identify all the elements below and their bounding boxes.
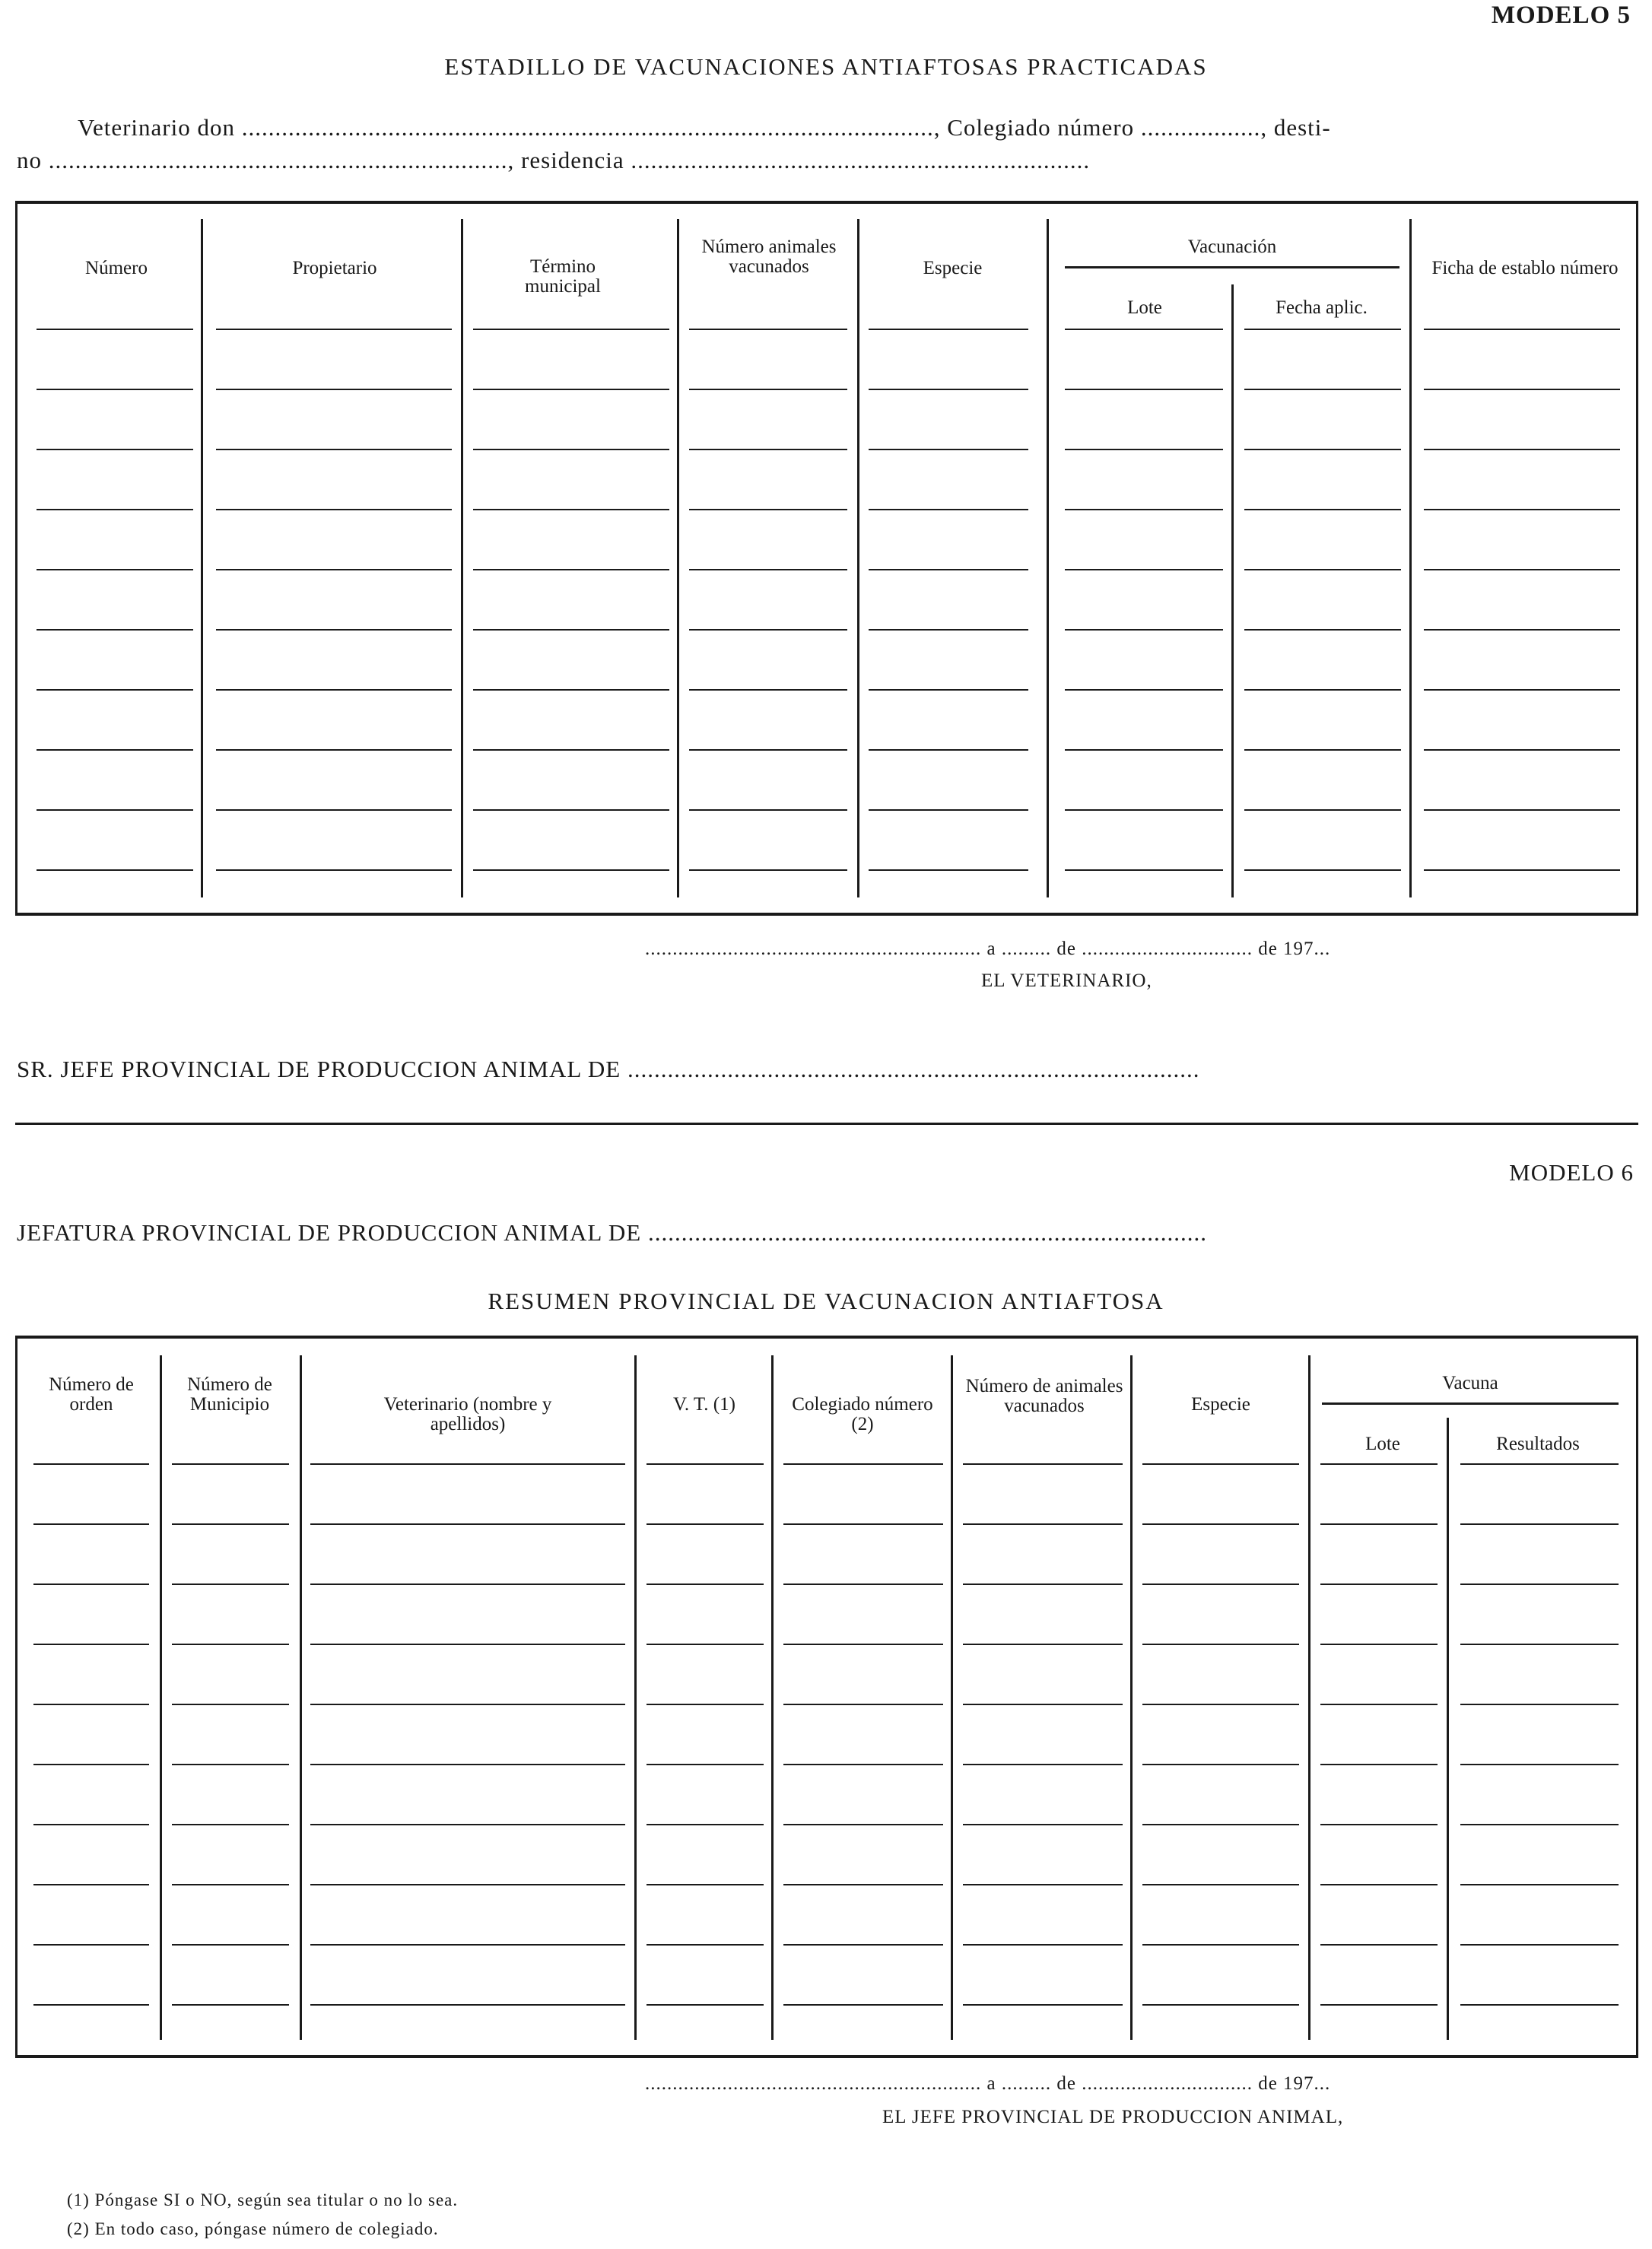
blank-entry-line (1460, 1824, 1619, 1825)
blank-entry-line (689, 869, 847, 871)
blank-entry-line (310, 1944, 625, 1946)
blank-entry-line (963, 1944, 1123, 1946)
header-num-animales: Número de animales vacunados (965, 1376, 1123, 1416)
blank-entry-line (1244, 809, 1401, 811)
col-separator (1308, 1355, 1310, 2040)
blank-entry-line (37, 329, 193, 330)
blank-entry-line (1460, 1463, 1619, 1465)
col-separator (201, 219, 203, 897)
blank-entry-line (1142, 1463, 1299, 1465)
blank-entry-line (1065, 569, 1223, 570)
blank-entry-line (1142, 1584, 1299, 1585)
header-vt: V. T. (1) (673, 1394, 735, 1415)
blank-entry-line (473, 569, 669, 570)
blank-entry-line (1460, 1523, 1619, 1525)
blank-entry-line (216, 869, 452, 871)
blank-entry-line (473, 389, 669, 390)
jefatura-line: JEFATURA PROVINCIAL DE PRODUCCION ANIMAL DE .................................................................................... (17, 1219, 1207, 1246)
blank-entry-line (1320, 1944, 1438, 1946)
col-separator (1231, 284, 1234, 897)
blank-entry-line (1244, 389, 1401, 390)
blank-entry-line (869, 809, 1028, 811)
blank-entry-line (473, 809, 669, 811)
blank-entry-line (963, 1584, 1123, 1585)
blank-entry-line (647, 1824, 764, 1825)
footnote-2: (2) En todo caso, póngase número de colegiado. (67, 2219, 439, 2238)
blank-entry-line (869, 449, 1028, 450)
col-separator (951, 1355, 953, 2040)
blank-entry-line (33, 1704, 149, 1705)
blank-entry-line (689, 389, 847, 390)
header-num-orden: Número de orden (49, 1374, 134, 1415)
blank-entry-line (1065, 509, 1223, 510)
blank-entry-line (783, 1644, 943, 1645)
modelo-5-title: ESTADILLO DE VACUNACIONES ANTIAFTOSAS PRACTICADAS (444, 53, 1208, 80)
blank-entry-line (783, 1824, 943, 1825)
blank-entry-line (647, 1523, 764, 1525)
col-separator (300, 1355, 302, 2040)
section-divider (15, 1123, 1638, 1125)
blank-entry-line (783, 1944, 943, 1946)
blank-entry-line (310, 1463, 625, 1465)
blank-entry-line (963, 1764, 1123, 1765)
blank-entry-line (869, 629, 1028, 631)
blank-entry-line (310, 1584, 625, 1585)
blank-entry-line (689, 749, 847, 751)
blank-entry-line (689, 569, 847, 570)
header-resultados: Resultados (1496, 1434, 1580, 1454)
blank-entry-line (310, 1884, 625, 1885)
header-numero: Número (85, 258, 148, 278)
blank-entry-line (689, 809, 847, 811)
blank-entry-line (1424, 869, 1620, 871)
blank-entry-line (37, 389, 193, 390)
blank-entry-line (37, 449, 193, 450)
blank-entry-line (647, 2004, 764, 2006)
blank-entry-line (869, 329, 1028, 330)
blank-entry-line (1065, 869, 1223, 871)
blank-entry-line (1244, 629, 1401, 631)
blank-entry-line (1460, 1584, 1619, 1585)
blank-entry-line (1320, 1463, 1438, 1465)
blank-entry-line (963, 1463, 1123, 1465)
blank-entry-line (216, 329, 452, 330)
blank-entry-line (37, 689, 193, 691)
blank-entry-line (783, 1463, 943, 1465)
blank-entry-line (963, 1523, 1123, 1525)
blank-entry-line (33, 1944, 149, 1946)
blank-entry-line (1424, 749, 1620, 751)
blank-entry-line (473, 869, 669, 871)
blank-entry-line (689, 449, 847, 450)
blank-entry-line (1424, 329, 1620, 330)
blank-entry-line (1142, 1704, 1299, 1705)
blank-entry-line (310, 1523, 625, 1525)
col-separator (1130, 1355, 1133, 2040)
blank-entry-line (869, 569, 1028, 570)
header-lote: Lote (1365, 1434, 1400, 1454)
blank-entry-line (647, 1584, 764, 1585)
blank-entry-line (1460, 1884, 1619, 1885)
blank-entry-line (869, 389, 1028, 390)
blank-entry-line (783, 1584, 943, 1585)
blank-entry-line (1320, 1884, 1438, 1885)
modelo-5-date-line: ............................................................. a ......... de ............................... de 197... (645, 939, 1331, 959)
blank-entry-line (869, 689, 1028, 691)
header-lote: Lote (1127, 297, 1162, 318)
blank-entry-line (1424, 449, 1620, 450)
blank-entry-line (37, 569, 193, 570)
col-separator (634, 1355, 637, 2040)
header-termino: Término municipal (525, 256, 601, 297)
blank-entry-line (216, 449, 452, 450)
blank-entry-line (783, 1704, 943, 1705)
blank-entry-line (1320, 1704, 1438, 1705)
blank-entry-line (1065, 329, 1223, 330)
blank-entry-line (172, 1704, 289, 1705)
blank-entry-line (1142, 1944, 1299, 1946)
col-separator (160, 1355, 162, 2040)
blank-entry-line (310, 1704, 625, 1705)
blank-entry-line (33, 1523, 149, 1525)
blank-entry-line (1320, 1644, 1438, 1645)
blank-entry-line (689, 329, 847, 330)
footnote-1: (1) Póngase SI o NO, según sea titular o no lo sea. (67, 2190, 459, 2209)
blank-entry-line (1244, 749, 1401, 751)
vacunacion-underline (1065, 266, 1399, 268)
col-separator (857, 219, 859, 897)
blank-entry-line (647, 1944, 764, 1946)
blank-entry-line (33, 1644, 149, 1645)
blank-entry-line (216, 569, 452, 570)
blank-entry-line (1244, 569, 1401, 570)
blank-entry-line (216, 389, 452, 390)
blank-entry-line (1065, 629, 1223, 631)
header-ficha: Ficha de establo número (1431, 258, 1619, 278)
col-separator (461, 219, 463, 897)
veterinario-line: Veterinario don ........................................................................................................, Colegiado número .................., desti- (78, 114, 1331, 141)
col-separator (1447, 1418, 1449, 2040)
blank-entry-line (216, 509, 452, 510)
header-vacuna: Vacuna (1442, 1373, 1498, 1393)
blank-entry-line (1065, 689, 1223, 691)
blank-entry-line (1424, 389, 1620, 390)
blank-entry-line (647, 1884, 764, 1885)
blank-entry-line (963, 1824, 1123, 1825)
blank-entry-line (1142, 1644, 1299, 1645)
blank-entry-line (1244, 689, 1401, 691)
modelo-6-title: RESUMEN PROVINCIAL DE VACUNACION ANTIAFTOSA (488, 1288, 1164, 1314)
blank-entry-line (37, 509, 193, 510)
blank-entry-line (1244, 869, 1401, 871)
col-separator (1047, 219, 1049, 897)
blank-entry-line (1424, 809, 1620, 811)
blank-entry-line (1320, 1764, 1438, 1765)
vacuna-underline (1322, 1402, 1619, 1405)
header-veterinario: Veterinario (nombre y apellidos) (383, 1394, 552, 1434)
modelo-5-label: MODELO 5 (1491, 2, 1631, 29)
blank-entry-line (1460, 1944, 1619, 1946)
blank-entry-line (1460, 1704, 1619, 1705)
header-vacunacion: Vacunación (1187, 237, 1277, 257)
blank-entry-line (869, 509, 1028, 510)
blank-entry-line (310, 2004, 625, 2006)
blank-entry-line (37, 869, 193, 871)
header-especie: Especie (1191, 1394, 1250, 1415)
blank-entry-line (647, 1644, 764, 1645)
blank-entry-line (689, 509, 847, 510)
blank-entry-line (172, 1824, 289, 1825)
blank-entry-line (869, 749, 1028, 751)
blank-entry-line (172, 2004, 289, 2006)
header-colegiado: Colegiado número (2) (792, 1394, 933, 1434)
blank-entry-line (310, 1764, 625, 1765)
blank-entry-line (37, 809, 193, 811)
blank-entry-line (37, 749, 193, 751)
blank-entry-line (1424, 629, 1620, 631)
blank-entry-line (172, 1523, 289, 1525)
blank-entry-line (1320, 1824, 1438, 1825)
header-num-animales: Número animales vacunados (701, 237, 837, 277)
blank-entry-line (1142, 1824, 1299, 1825)
blank-entry-line (33, 1884, 149, 1885)
blank-entry-line (310, 1644, 625, 1645)
blank-entry-line (33, 2004, 149, 2006)
blank-entry-line (172, 1884, 289, 1885)
blank-entry-line (172, 1584, 289, 1585)
blank-entry-line (1142, 1884, 1299, 1885)
blank-entry-line (1244, 329, 1401, 330)
header-fecha: Fecha aplic. (1276, 297, 1368, 318)
col-separator (1409, 219, 1412, 897)
blank-entry-line (37, 629, 193, 631)
blank-entry-line (1424, 509, 1620, 510)
blank-entry-line (216, 809, 452, 811)
blank-entry-line (310, 1824, 625, 1825)
blank-entry-line (1244, 509, 1401, 510)
modelo-6-label: MODELO 6 (1509, 1159, 1634, 1186)
blank-entry-line (783, 1764, 943, 1765)
blank-entry-line (783, 1884, 943, 1885)
blank-entry-line (963, 1704, 1123, 1705)
blank-entry-line (473, 629, 669, 631)
blank-entry-line (216, 689, 452, 691)
blank-entry-line (963, 2004, 1123, 2006)
header-propietario: Propietario (292, 258, 377, 278)
modelo-6-signer: EL JEFE PROVINCIAL DE PRODUCCION ANIMAL, (882, 2107, 1344, 2127)
blank-entry-line (647, 1463, 764, 1465)
blank-entry-line (1142, 1764, 1299, 1765)
modelo-5-signer: EL VETERINARIO, (981, 970, 1152, 991)
blank-entry-line (1320, 1523, 1438, 1525)
blank-entry-line (1460, 2004, 1619, 2006)
blank-entry-line (172, 1944, 289, 1946)
blank-entry-line (1065, 749, 1223, 751)
blank-entry-line (1065, 449, 1223, 450)
addressee-line: SR. JEFE PROVINCIAL DE PRODUCCION ANIMAL DE ...................................................................................... (17, 1056, 1200, 1082)
residencia-line: no ....................................................................., residencia ..................................................................... (17, 147, 1091, 173)
blank-entry-line (869, 869, 1028, 871)
blank-entry-line (473, 329, 669, 330)
modelo-6-date-line: ............................................................. a ......... de ............................... de 197... (645, 2073, 1331, 2094)
blank-entry-line (963, 1884, 1123, 1885)
blank-entry-line (33, 1463, 149, 1465)
blank-entry-line (647, 1704, 764, 1705)
blank-entry-line (216, 749, 452, 751)
blank-entry-line (1424, 689, 1620, 691)
blank-entry-line (172, 1463, 289, 1465)
blank-entry-line (33, 1584, 149, 1585)
blank-entry-line (473, 509, 669, 510)
blank-entry-line (1142, 1523, 1299, 1525)
blank-entry-line (473, 749, 669, 751)
blank-entry-line (172, 1644, 289, 1645)
blank-entry-line (1244, 449, 1401, 450)
header-num-municipio: Número de Municipio (187, 1374, 272, 1415)
col-separator (677, 219, 679, 897)
blank-entry-line (689, 629, 847, 631)
header-especie: Especie (923, 258, 983, 278)
col-separator (771, 1355, 774, 2040)
blank-entry-line (689, 689, 847, 691)
blank-entry-line (1065, 809, 1223, 811)
blank-entry-line (647, 1764, 764, 1765)
blank-entry-line (1320, 2004, 1438, 2006)
blank-entry-line (1142, 2004, 1299, 2006)
blank-entry-line (172, 1764, 289, 1765)
blank-entry-line (33, 1824, 149, 1825)
blank-entry-line (1065, 389, 1223, 390)
blank-entry-line (963, 1644, 1123, 1645)
blank-entry-line (783, 2004, 943, 2006)
blank-entry-line (1460, 1764, 1619, 1765)
blank-entry-line (33, 1764, 149, 1765)
blank-entry-line (783, 1523, 943, 1525)
blank-entry-line (473, 689, 669, 691)
blank-entry-line (1320, 1584, 1438, 1585)
blank-entry-line (216, 629, 452, 631)
blank-entry-line (1424, 569, 1620, 570)
blank-entry-line (1460, 1644, 1619, 1645)
blank-entry-line (473, 449, 669, 450)
